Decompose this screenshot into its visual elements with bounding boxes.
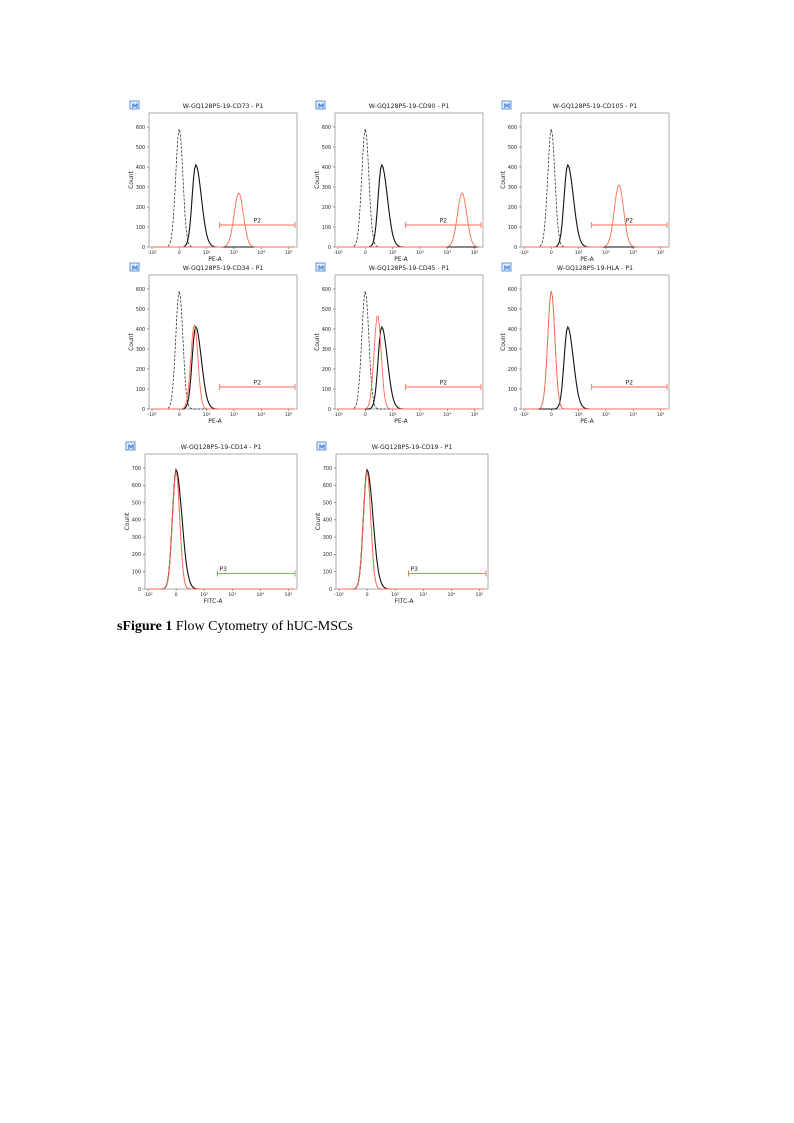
- x-axis-label: PE-A: [208, 256, 222, 263]
- plot-frame: [335, 275, 483, 409]
- panel-badge-letter: M: [127, 442, 135, 451]
- histogram-panel: [128, 263, 297, 425]
- y-tick-label: 400: [135, 327, 145, 333]
- y-tick-label: 300: [322, 535, 332, 541]
- y-tick-label: 600: [321, 125, 331, 131]
- x-axis-label: PE-A: [394, 418, 408, 425]
- x-axis-label: FITC-A: [203, 598, 223, 605]
- unstained-histogram: [524, 291, 666, 409]
- x-tick-label: -10²: [143, 593, 153, 598]
- x-tick-label: 10⁵: [284, 413, 293, 418]
- x-tick-label: 10⁴: [256, 593, 265, 598]
- x-tick-label: 10³: [602, 413, 610, 418]
- y-tick-label: 500: [507, 307, 517, 313]
- gate-label: P2: [625, 379, 634, 387]
- panel-title: W-GQ128P5-19-CD14 - P1: [180, 444, 262, 451]
- x-tick-label: 10⁵: [470, 413, 479, 418]
- y-tick-label: 300: [321, 185, 331, 191]
- x-tick-label: 0: [177, 251, 181, 256]
- x-tick-label: 10³: [230, 251, 238, 256]
- y-axis-label: Count: [128, 333, 135, 351]
- x-tick-label: 10⁴: [257, 413, 266, 418]
- x-tick-label: 10⁴: [443, 413, 452, 418]
- y-tick-label: 100: [507, 225, 517, 231]
- y-tick-label: 200: [135, 367, 145, 373]
- y-tick-label: 100: [131, 570, 141, 576]
- y-tick-label: 0: [328, 587, 332, 593]
- y-tick-label: 300: [135, 185, 145, 191]
- sample-histogram: [338, 316, 480, 409]
- y-tick-label: 500: [322, 501, 332, 507]
- histogram-panel: [314, 263, 483, 425]
- x-tick-label: -10²: [333, 251, 343, 256]
- y-tick-label: 0: [513, 245, 517, 251]
- histogram-panel: [500, 101, 669, 263]
- x-tick-label: 10⁵: [284, 251, 293, 256]
- y-tick-label: 300: [321, 347, 331, 353]
- y-tick-label: 500: [507, 145, 517, 151]
- sample-histogram: [524, 291, 666, 409]
- y-tick-label: 0: [513, 407, 517, 413]
- y-tick-label: 100: [135, 387, 145, 393]
- panel-title: W-GQ128P5-19-CD73 - P1: [182, 103, 264, 110]
- x-tick-label: 10⁵: [470, 251, 479, 256]
- plot-frame: [149, 275, 297, 409]
- isotype-histogram: [524, 327, 666, 409]
- y-tick-label: 0: [141, 245, 145, 251]
- y-tick-label: 400: [321, 165, 331, 171]
- unstained-histogram: [524, 129, 666, 247]
- y-tick-label: 400: [135, 165, 145, 171]
- y-axis-label: Count: [500, 333, 507, 351]
- x-tick-label: 0: [549, 251, 553, 256]
- plot-frame: [521, 275, 669, 409]
- x-tick-label: 0: [177, 413, 181, 418]
- caption-text: Flow Cytometry of hUC-MSCs: [175, 619, 353, 634]
- x-tick-label: 10³: [602, 251, 610, 256]
- y-tick-label: 0: [137, 587, 141, 593]
- sample-histogram: [152, 193, 294, 247]
- y-tick-label: 0: [327, 245, 331, 251]
- x-tick-label: -10²: [334, 593, 344, 598]
- gate-label: P3: [410, 565, 418, 573]
- gate-label: P2: [253, 217, 262, 225]
- plot-frame: [149, 113, 297, 247]
- y-tick-label: 200: [321, 205, 331, 211]
- x-tick-label: 10²: [388, 413, 397, 418]
- y-tick-label: 300: [135, 347, 145, 353]
- caption-label: sFigure 1: [117, 619, 173, 634]
- x-tick-label: 0: [365, 593, 369, 598]
- isotype-histogram: [338, 327, 480, 409]
- y-tick-label: 200: [131, 553, 141, 559]
- histogram-panel: [124, 442, 297, 605]
- x-tick-label: 10⁴: [629, 251, 638, 256]
- x-tick-label: 10³: [230, 413, 238, 418]
- unstained-histogram: [152, 129, 294, 247]
- y-tick-label: 700: [322, 466, 332, 472]
- y-tick-label: 200: [322, 553, 332, 559]
- y-tick-label: 300: [131, 535, 141, 541]
- y-axis-label: Count: [314, 171, 321, 189]
- panel-badge-letter: M: [131, 263, 139, 272]
- y-tick-label: 300: [507, 347, 517, 353]
- x-tick-label: 10⁵: [656, 251, 665, 256]
- panel-title: W-GQ128P5-19-CD45 - P1: [368, 265, 450, 272]
- panel-title: W-GQ128P5-19-CD90 - P1: [368, 103, 450, 110]
- gate-label: P2: [253, 379, 262, 387]
- y-tick-label: 200: [507, 367, 517, 373]
- x-tick-label: 10³: [419, 593, 428, 598]
- unstained-histogram: [152, 291, 294, 409]
- y-tick-label: 100: [322, 570, 332, 576]
- histogram-panel: [314, 101, 483, 263]
- gate-label: P2: [439, 379, 448, 387]
- y-tick-label: 0: [327, 407, 331, 413]
- panel-title: W-GQ128P5-19-CD105 - P1: [552, 103, 638, 110]
- x-tick-label: 10²: [574, 413, 583, 418]
- y-axis-label: Count: [500, 171, 507, 189]
- y-tick-label: 100: [135, 225, 145, 231]
- y-tick-label: 600: [131, 484, 141, 490]
- figure-caption: [117, 619, 353, 635]
- x-axis-label: PE-A: [580, 418, 594, 425]
- y-tick-label: 600: [507, 287, 517, 293]
- x-tick-label: -10²: [147, 413, 157, 418]
- x-axis-label: FITC-A: [394, 598, 414, 605]
- y-tick-label: 200: [135, 205, 145, 211]
- panel-badge-letter: M: [503, 263, 511, 272]
- y-tick-label: 500: [321, 145, 331, 151]
- y-tick-label: 100: [321, 387, 331, 393]
- y-tick-label: 600: [135, 125, 145, 131]
- x-axis-label: PE-A: [394, 256, 408, 263]
- panel-title: W-GQ128P5-19-CD19 - P1: [371, 444, 453, 451]
- y-tick-label: 600: [507, 125, 517, 131]
- isotype-histogram: [524, 165, 666, 247]
- x-tick-label: 10³: [416, 251, 424, 256]
- y-axis-label: Count: [124, 512, 131, 531]
- y-tick-label: 500: [135, 145, 145, 151]
- panel-badge-letter: M: [318, 442, 326, 451]
- y-tick-label: 400: [322, 518, 332, 524]
- x-tick-label: 0: [363, 413, 367, 418]
- y-tick-label: 500: [321, 307, 331, 313]
- y-axis-label: Count: [128, 171, 135, 189]
- x-tick-label: 10²: [200, 593, 208, 598]
- y-tick-label: 100: [507, 387, 517, 393]
- sample-histogram: [152, 325, 294, 409]
- x-tick-label: 10⁵: [475, 593, 484, 598]
- y-tick-label: 200: [507, 205, 517, 211]
- y-tick-label: 300: [507, 185, 517, 191]
- sample-histogram: [524, 185, 666, 247]
- x-tick-label: 10⁴: [447, 593, 456, 598]
- isotype-histogram: [152, 165, 294, 247]
- unstained-histogram: [338, 129, 480, 247]
- y-tick-label: 100: [321, 225, 331, 231]
- x-tick-label: 10²: [574, 251, 583, 256]
- y-tick-label: 600: [135, 287, 145, 293]
- gate-label: P2: [625, 217, 634, 225]
- x-tick-label: 10⁵: [284, 593, 293, 598]
- y-tick-label: 0: [141, 407, 145, 413]
- x-tick-label: 10³: [228, 593, 237, 598]
- histogram-panel: [315, 442, 488, 605]
- x-axis-label: PE-A: [580, 256, 594, 263]
- y-tick-label: 200: [321, 367, 331, 373]
- y-tick-label: 600: [322, 484, 332, 490]
- panel-badge-letter: M: [503, 101, 511, 110]
- unstained-histogram: [338, 291, 480, 409]
- x-tick-label: 10²: [391, 593, 399, 598]
- panel-title: W-GQ128P5-19-HLA - P1: [556, 265, 634, 272]
- y-tick-label: 400: [131, 518, 141, 524]
- histogram-panel: [128, 101, 297, 263]
- gate-label: P3: [219, 565, 227, 573]
- x-tick-label: 0: [174, 593, 178, 598]
- isotype-histogram: [152, 327, 294, 409]
- x-tick-label: -10²: [147, 251, 157, 256]
- plot-frame: [335, 113, 483, 247]
- x-tick-label: 10⁴: [257, 251, 266, 256]
- x-tick-label: 0: [363, 251, 367, 256]
- y-tick-label: 700: [131, 466, 141, 472]
- panel-title: W-GQ128P5-19-CD34 - P1: [182, 265, 264, 272]
- x-axis-label: PE-A: [208, 418, 222, 425]
- y-axis-label: Count: [314, 333, 321, 351]
- x-tick-label: 10⁴: [443, 251, 452, 256]
- x-tick-label: 10²: [202, 413, 211, 418]
- x-tick-label: 10⁵: [656, 413, 665, 418]
- y-tick-label: 600: [321, 287, 331, 293]
- sample-histogram: [338, 193, 480, 247]
- y-tick-label: 500: [135, 307, 145, 313]
- x-tick-label: 10²: [388, 251, 397, 256]
- x-tick-label: 10⁴: [629, 413, 638, 418]
- x-tick-label: -10²: [333, 413, 343, 418]
- y-tick-label: 400: [321, 327, 331, 333]
- x-tick-label: 0: [549, 413, 553, 418]
- y-tick-label: 400: [507, 165, 517, 171]
- x-tick-label: 10²: [202, 251, 211, 256]
- y-axis-label: Count: [315, 512, 322, 531]
- histogram-panel: [500, 263, 669, 425]
- x-tick-label: 10³: [416, 413, 424, 418]
- plot-frame: [521, 113, 669, 247]
- gate-label: P2: [439, 217, 448, 225]
- x-tick-label: -10²: [519, 251, 529, 256]
- panel-badge-letter: M: [131, 101, 139, 110]
- y-tick-label: 500: [131, 501, 141, 507]
- x-tick-label: -10²: [519, 413, 529, 418]
- y-tick-label: 400: [507, 327, 517, 333]
- panel-badge-letter: M: [317, 263, 325, 272]
- panel-badge-letter: M: [317, 101, 325, 110]
